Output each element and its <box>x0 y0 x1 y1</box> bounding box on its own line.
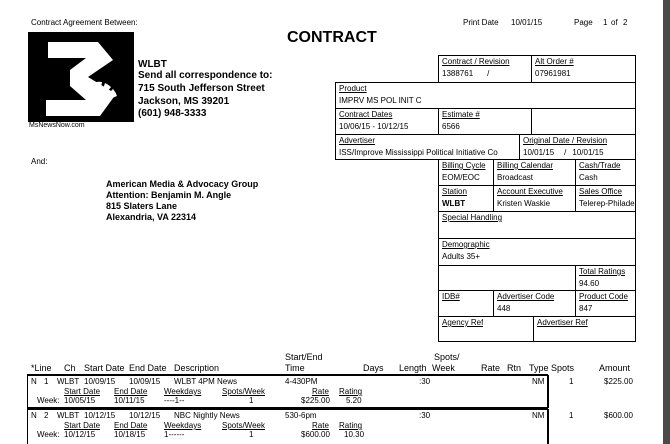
billing-calendar-label: Billing Calendar <box>497 161 554 170</box>
original-date-value: 10/01/15 <box>523 148 555 157</box>
contract-separator: / <box>487 69 490 78</box>
revision-date-value: 10/01/15 <box>572 148 604 157</box>
station-cell <box>438 185 494 212</box>
billing-calendar-value: Broadcast <box>497 173 534 182</box>
agency-ref-cell <box>438 316 534 342</box>
station-address-line1: 715 South Jefferson Street <box>138 83 265 94</box>
col-ch: Ch <box>64 363 76 373</box>
rating-value: 10.30 <box>344 430 365 439</box>
demographic-cell <box>438 238 636 266</box>
line-amount: $600.00 <box>604 411 633 420</box>
product-cell <box>335 82 636 109</box>
col-week: Week <box>432 363 455 373</box>
client-address-line2: Alexandria, VA 22314 <box>106 212 197 222</box>
station-logo <box>28 32 134 122</box>
line-time: 530-6pm <box>285 411 317 420</box>
weekdays-pattern: 1------ <box>164 430 185 439</box>
advertiser-label: Advertiser <box>339 136 376 145</box>
sub-rating-label: Rating <box>339 387 363 396</box>
advertiser-ref-cell <box>533 316 636 342</box>
line-type: NM <box>532 377 545 386</box>
estimate-label: Estimate # <box>442 110 480 119</box>
line-type: NM <box>532 411 545 420</box>
original-date-label: Original Date / Revision <box>523 136 608 145</box>
line-channel: WLBT <box>57 411 80 420</box>
cash-trade-value: Cash <box>579 173 598 182</box>
total-ratings-cell <box>575 265 636 291</box>
col-line: *Line <box>31 363 52 373</box>
sub-rate-label: Rate <box>312 387 329 396</box>
col-rtn: Rtn <box>507 363 522 373</box>
print-date: 10/01/15 <box>511 18 543 27</box>
line-spots: 1 <box>569 411 574 420</box>
col-days: Days <box>363 363 384 373</box>
account-exec-value: Kristen Waskie <box>497 199 551 208</box>
agreement-label: Contract Agreement Between: <box>31 18 138 27</box>
line-frame-divider-1 <box>548 375 549 408</box>
sub-weekdays-label: Weekdays <box>164 421 202 430</box>
line-end-date: 10/09/15 <box>129 377 161 386</box>
account-exec-cell <box>493 185 576 212</box>
station-address-line2: Jackson, MS 39201 <box>138 96 230 107</box>
rating-value: 5.20 <box>346 396 362 405</box>
col-length: Length <box>399 363 427 373</box>
account-exec-label: Account Executive <box>497 187 563 196</box>
col-amount: Amount <box>599 363 631 373</box>
line-start-date: 10/09/15 <box>84 377 116 386</box>
logo-caption: MsNewsNow.com <box>29 122 85 129</box>
line-spots: 1 <box>569 377 574 386</box>
advertiser-ref-label: Advertiser Ref <box>537 318 588 327</box>
contract-dates-cell <box>335 108 439 135</box>
special-handling-cell <box>438 211 636 239</box>
billing-cycle-cell <box>438 159 494 186</box>
page-title: CONTRACT <box>287 29 377 46</box>
print-date-label: Print Date <box>463 18 499 27</box>
sub-start-label: Start Date <box>64 387 101 396</box>
col-spots-2: Spots <box>551 363 575 373</box>
original-date-cell <box>519 134 636 160</box>
advertiser-code-label: Advertiser Code <box>497 292 555 301</box>
alt-order-cell <box>531 55 636 83</box>
line-status: N <box>31 411 37 420</box>
sub-spots-week-label: Spots/Week <box>222 387 265 396</box>
page-number: 1 <box>603 18 608 27</box>
sub-weekdays-label: Weekdays <box>164 387 202 396</box>
line-end-date: 10/12/15 <box>129 411 161 420</box>
line-channel: WLBT <box>57 377 80 386</box>
contract-dates-value: 10/06/15 - 10/12/15 <box>339 122 409 131</box>
total-ratings-label: Total Ratings <box>579 267 626 276</box>
line-amount: $225.00 <box>604 377 633 386</box>
product-label: Product <box>339 84 367 93</box>
sub-spots-week-label: Spots/Week <box>222 421 265 430</box>
special-handling-label: Special Handling <box>442 213 503 222</box>
client-attention: Attention: Benjamin M. Angle <box>106 190 232 200</box>
sales-office-label: Sales Office <box>579 187 622 196</box>
rate-value: $225.00 <box>301 396 330 405</box>
cash-trade-label: Cash/Trade <box>579 161 621 170</box>
line-frame-divider-2 <box>548 409 549 444</box>
advertiser-value: ISS/Improve Mississippi Political Initiative Co <box>339 148 498 157</box>
station-call-letters: WLBT <box>138 59 167 70</box>
col-start-end: Start/End <box>285 352 323 362</box>
contract-number: 1388761 <box>442 69 474 78</box>
estimate-cell <box>438 108 532 135</box>
line-description: NBC Nightly News <box>174 411 240 420</box>
billing-cycle-label: Billing Cycle <box>442 161 486 170</box>
line-status: N <box>31 377 37 386</box>
alt-order-label: Alt Order # <box>535 57 574 66</box>
station-phone: (601) 948-3333 <box>138 108 207 119</box>
line-description: WLBT 4PM News <box>174 377 237 386</box>
product-value: IMPRV MS POL INIT C <box>339 96 422 105</box>
week-start: 10/05/15 <box>64 396 96 405</box>
line-length: :30 <box>419 411 431 420</box>
advertiser-code-value: 448 <box>497 304 511 313</box>
channel-3-logo-icon <box>28 32 134 122</box>
weekdays-pattern: ----1-- <box>164 396 185 405</box>
week-end: 10/18/15 <box>114 430 146 439</box>
client-name: American Media & Advocacy Group <box>106 179 259 189</box>
alt-order-value: 07961981 <box>535 69 571 78</box>
advertiser-code-cell <box>493 290 576 317</box>
line-length: :30 <box>419 377 431 386</box>
correspondence-label: Send all correspondence to: <box>138 70 273 81</box>
week-label: Week: <box>37 430 60 439</box>
idb-label: IDB# <box>442 292 460 301</box>
estimate-value: 6566 <box>442 122 460 131</box>
product-code-label: Product Code <box>579 292 628 301</box>
original-separator: / <box>564 148 567 157</box>
line-number: 2 <box>44 411 49 420</box>
idb-cell <box>438 290 494 317</box>
page-of: of <box>611 18 618 27</box>
agency-ref-label: Agency Ref <box>442 318 484 327</box>
spots-week-value: 1 <box>249 396 254 405</box>
contract-dates-label: Contract Dates <box>339 110 393 119</box>
station-value: WLBT <box>442 199 466 208</box>
station-label: Station <box>442 187 467 196</box>
rate-value: $600.00 <box>301 430 330 439</box>
col-type: Type <box>529 363 549 373</box>
week-start: 10/12/15 <box>64 430 96 439</box>
col-end-date: End Date <box>129 363 167 373</box>
demographic-value: Adults 35+ <box>442 252 481 261</box>
empty-cell-1 <box>531 108 636 135</box>
empty-cell-2 <box>438 265 576 291</box>
line-time: 4-430PM <box>285 377 318 386</box>
demographic-label: Demographic <box>442 240 490 249</box>
week-end: 10/11/15 <box>114 396 145 405</box>
product-code-value: 847 <box>579 304 593 313</box>
line-start-date: 10/12/15 <box>84 411 116 420</box>
col-rate: Rate <box>481 363 501 373</box>
page-total: 2 <box>623 18 628 27</box>
contract-revision-label: Contract / Revision <box>442 57 510 66</box>
sales-office-cell <box>575 185 636 212</box>
sub-end-label: End Date <box>114 387 148 396</box>
spots-week-value: 1 <box>249 430 254 439</box>
col-time: Time <box>285 363 305 373</box>
line-number: 1 <box>44 377 49 386</box>
total-ratings-value: 94.60 <box>579 279 600 288</box>
sales-office-value: Telerep-Philadel <box>579 199 637 208</box>
cash-trade-cell <box>575 159 636 186</box>
col-start-date: Start Date <box>84 363 125 373</box>
and-label: And: <box>31 157 48 166</box>
week-label: Week: <box>37 396 60 405</box>
col-description: Description <box>174 363 220 373</box>
sub-end-label: End Date <box>114 421 148 430</box>
page-label: Page <box>574 18 593 27</box>
contract-revision-cell <box>438 55 532 83</box>
sub-start-label: Start Date <box>64 421 101 430</box>
billing-calendar-cell <box>493 159 576 186</box>
advertiser-cell <box>335 134 520 160</box>
client-address-line1: 815 Slaters Lane <box>106 201 178 211</box>
sub-rate-label: Rate <box>312 421 329 430</box>
col-spots: Spots/ <box>434 352 460 362</box>
sub-rating-label: Rating <box>339 421 363 430</box>
billing-cycle-value: EOM/EOC <box>442 173 480 182</box>
product-code-cell <box>575 290 636 317</box>
